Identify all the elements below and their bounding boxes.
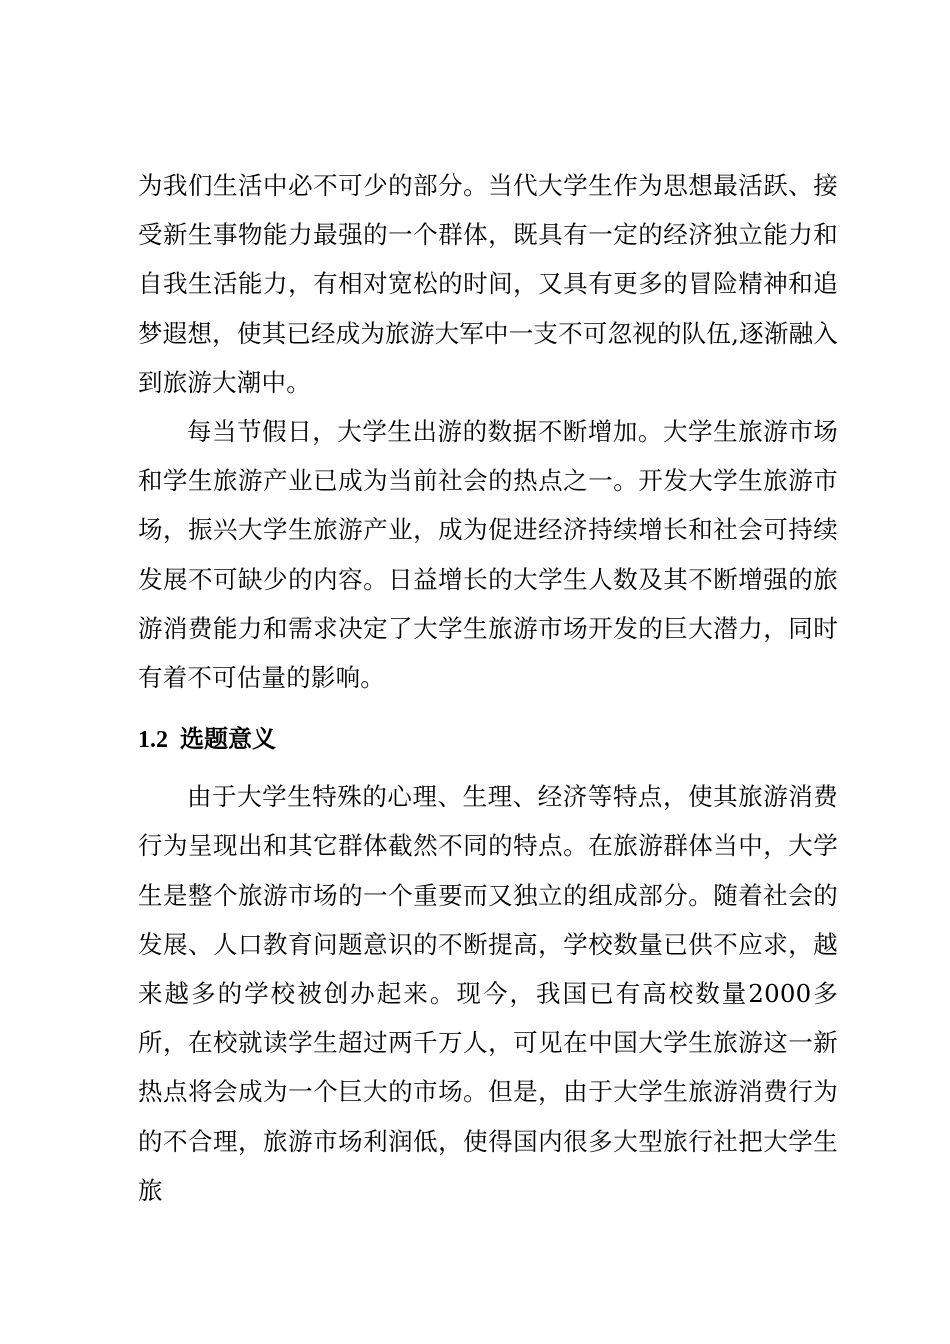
body-paragraph: 每当节假日，大学生出游的数据不断增加。大学生旅游市场和学生旅游产业已成为当前社会的热点之一。开发大学生旅游市场，振兴大学生旅游产业，成为促进经济持续增长和社会可持续发展不可缺少的内容。日益增长的大学生人数及其不断增强的旅游消费能力和需求决定了大学生旅游市场开发的巨大潜力，同时有着不可估量的影响。 xyxy=(138,417,838,693)
section-title: 选题意义 xyxy=(180,725,276,754)
body-paragraph-continued: 为我们生活中必不可少的部分。当代大学生作为思想最活跃、接受新生事物能力最强的一个群体，既具有一定的经济独立能力和自我生活能力，有相对宽松的时间，又具有更多的冒险精神和追梦遐想，使其已经成为旅游大军中一支不可忽视的队伍,逐渐融入到旅游大潮中。 xyxy=(138,171,838,397)
body-paragraph: 由于大学生特殊的心理、生理、经济等特点，使其旅游消费行为呈现出和其它群体截然不同的特点。在旅游群体当中，大学生是整个旅游市场的一个重要而又独立的组成部分。随着社会的发展、人口教育问题意识的不断提高，学校数量已供不应求，越来越多的学校被创办起来。现今，我国已有高校数量2000多所，在校就读学生超过两千万人，可见在中国大学生旅游这一新热点将会成为一个巨大的市场。但是，由于大学生旅游消费行为的不合理，旅游市场利润低，使得国内很多大型旅行社把大学生旅 xyxy=(138,782,838,1205)
section-heading xyxy=(138,713,838,766)
section-number: 1.2 xyxy=(138,727,168,754)
document-page xyxy=(138,161,838,1215)
